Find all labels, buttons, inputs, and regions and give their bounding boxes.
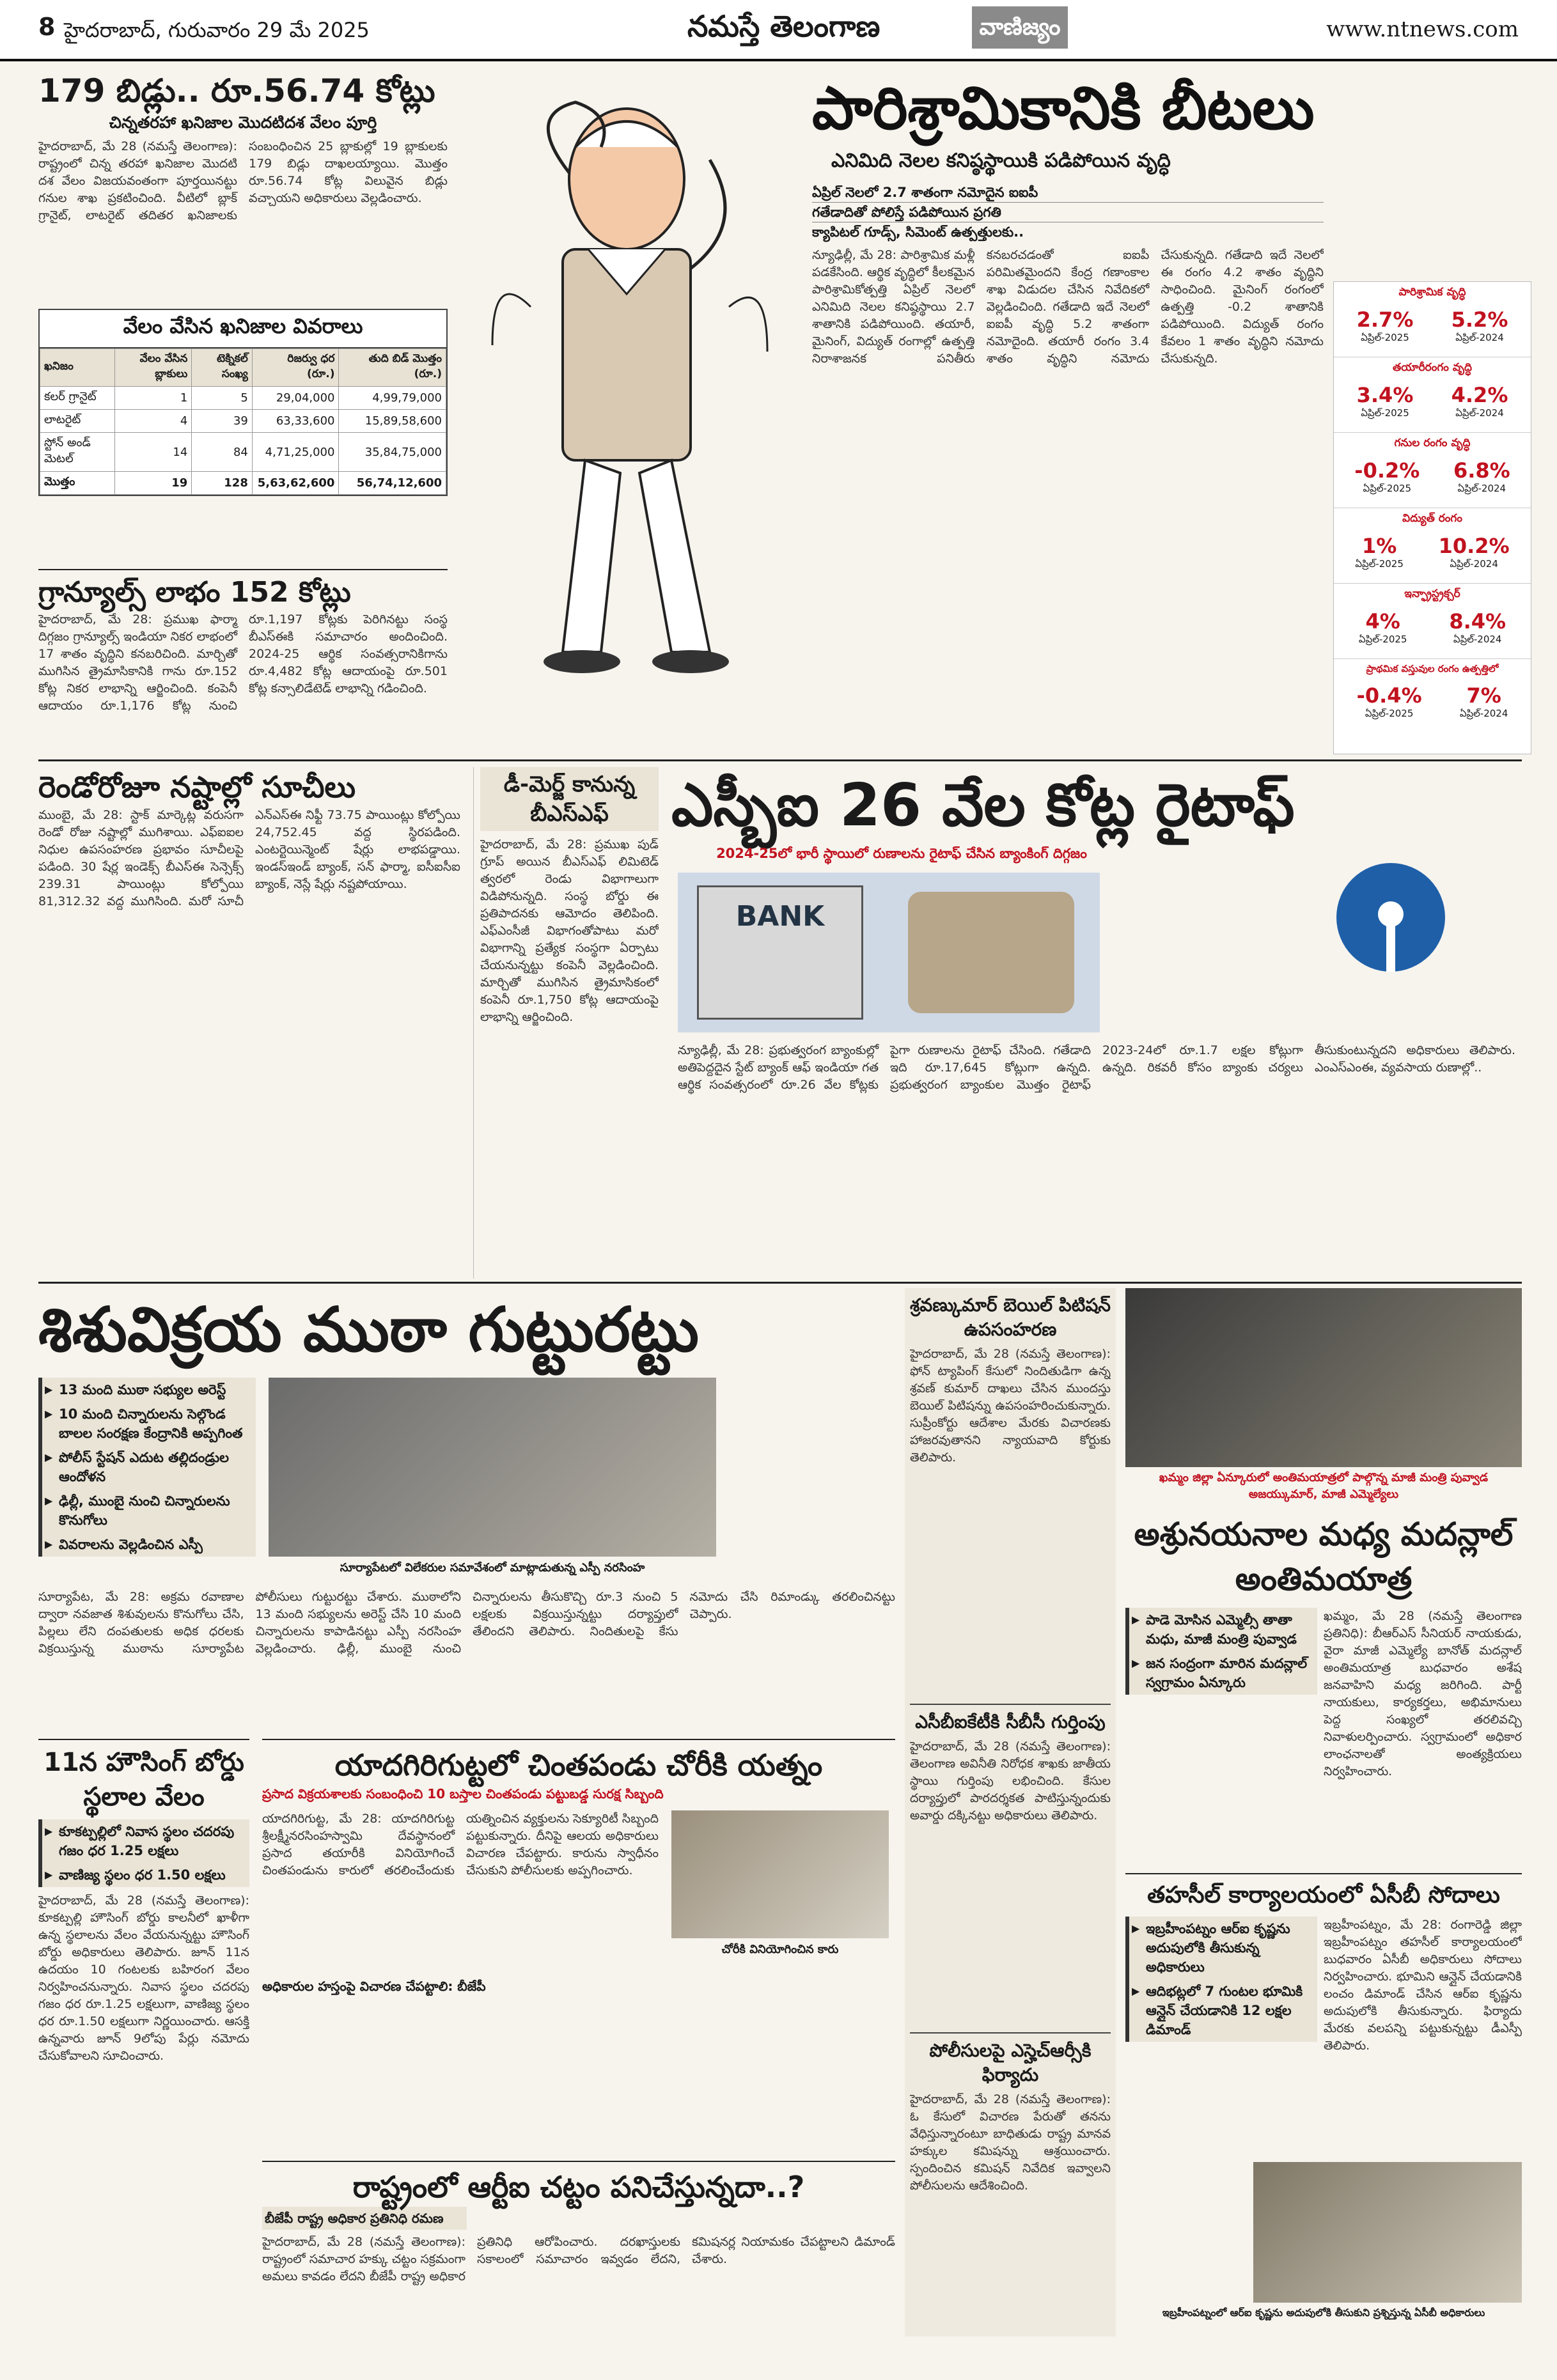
industry-bullet: గతేడాదితో పోలిస్తే పడిపోయిన ప్రగతి: [812, 203, 1324, 222]
acb-headline: ఎసీబీఐకేటీకి సీబీసీ గుర్తింపు: [910, 1704, 1111, 1734]
housing-body: హైదరాబాద్, మే 28 (నమస్తే తెలంగాణ): కూకట్పల్లి హౌసింగ్ బోర్డు కాలనీలో ఖాళీగా ఉన్న స్థలాలను వేలం వేయనున్నట్టు హౌసింగ్ బోర్డు అధికారులు తెలిపారు. జూన్ 11న ఉదయం 10 గంటలకు బహిరంగ వేలం నిర్వహించనున్నారు. నివాస స్థలం చదరపు గజం ధర రూ.1.25 లక్షలుగా, వాణిజ్య స్థలం ధర రూ.1.50 లక్షలుగా నిర్ణయించారు. ఆసక్తి ఉన్నవారు జూన్ 9లోపు పేర్లు నమోదు చేసుకోవాలని సూచించారు.: [38, 1894, 249, 2063]
paper-name: నమస్తే తెలంగాణ: [687, 9, 880, 43]
market-headline: రెండోరోజూ నష్టాల్లో సూచీలు: [38, 770, 356, 804]
stat-label: ఏప్రిల్-2025: [1361, 332, 1409, 343]
stat-label: ఏప్రిల్-2024: [1457, 483, 1506, 494]
bullet-item: ▶ జన సంద్రంగా మారిన మదన్లాల్ స్వగ్రామం ఏన్కూరు: [1129, 1651, 1317, 1695]
stat-label: ఏప్రిల్-2025: [1363, 483, 1412, 494]
bail-headline: శ్రవణ్కుమార్ బెయిల్ పిటిషన్ ఉపసంహరణ: [910, 1295, 1111, 1340]
table-header: వేలం వేసిన బ్లాకులు: [115, 349, 192, 387]
market-article: [38, 767, 460, 1279]
yadagiri-headline: యాదగిరిగుట్టలో చింతపండు చోరీకి యత్నం: [334, 1748, 823, 1782]
car-photo: [671, 1810, 889, 1938]
bullet-item: ▶ 10 మంది చిన్నారులను సెల్గొండ బాలల సంరక్షణ కేంద్రానికి అప్పగింత: [42, 1402, 256, 1445]
rti-body: హైదరాబాద్, మే 28 (నమస్తే తెలంగాణ): రాష్ట్రంలో సమాచార హక్కు చట్టం సక్రమంగా అమలు కావడం లేదని బీజేపీ రాష్ట్ర అధికార ప్రతినిధి ఆరోపించారు. దరఖాస్తులకు సకాలంలో సమాచారం ఇవ్వడం లేదని, కమిషనర్ల నియామకం చేపట్టాలని డిమాండ్ చేశారు.: [262, 2235, 895, 2283]
stat-label: ఏప్రిల్-2024: [1459, 708, 1508, 719]
stat-label: ఏప్రిల్-2024: [1455, 332, 1504, 343]
divider: [38, 1282, 1522, 1284]
demerger-article: [473, 767, 659, 1279]
page-number: 8: [38, 13, 56, 41]
funeral-photo-caption: ఖమ్మం జిల్లా ఏన్కూరులో అంతిమయాత్రలో పాల్గొన్న మాజీ మంత్రి పువ్వాడ అజయ్కుమార్, మాజీ ఎమ్మెల్యేలు: [1159, 1471, 1489, 1501]
demerger-headline: డీ-మెర్జ్ కానున్న బీఎస్ఎఫ్: [480, 767, 659, 831]
stat-name: పారిశ్రామిక వృద్ధి: [1398, 286, 1466, 299]
bail-article: [905, 1288, 1116, 2337]
stat-value-current: 1%: [1361, 534, 1397, 558]
trafficking-bullets: [38, 1378, 256, 1557]
bail-body: హైదరాబాద్, మే 28 (నమస్తే తెలంగాణ): ఫోన్ ట్యాపింగ్ కేసులో నిందితుడిగా ఉన్న శ్రవణ్ కుమార్ దాఖలు చేసిన ముందస్తు బెయిల్ పిటిషన్ను ఉపసంహరించుకున్నారు. సుప్రీంకోర్టు ఆదేశాల మేరకు విచారణకు హాజరవుతానని న్యాయవాది కోర్టుకు తెలిపారు.: [910, 1347, 1111, 1465]
sbi-caption: 2024-25లో భారీ స్థాయిలో రుణాలను రైటాఫ్ చేసిన బ్యాంకింగ్ దిగ్గజం: [716, 846, 1087, 861]
stat-label: ఏప్రిల్-2024: [1455, 407, 1504, 419]
trafficking-body: సూర్యాపేట, మే 28: అక్రమ రవాణాల ద్వారా నవజాత శిశువులను కొనుగోలు చేసి, పిల్లలు లేని దంపతులకు అధిక ధరలకు విక్రయిస్తున్న ముఠాను సూర్యాపేట పోలీసులు గుట్టురట్టు చేశారు. ముఠాలోని 13 మంది సభ్యులను అరెస్ట్ చేసి 10 మంది చిన్నారులను కాపాడినట్టు ఎస్పీ నరసింహ వెల్లడించారు. ఢిల్లీ, ముంబై నుంచి చిన్నారులను తీసుకొచ్చి రూ.3 నుంచి 5 లక్షలకు విక్రయిస్తున్నట్టు దర్యాప్తులో తేలిందని తెలిపారు. నిందితులపై కేసు నమోదు చేసి రిమాండ్కు తరలించినట్టు చెప్పారు.: [38, 1590, 895, 1656]
table-cell: కలర్ గ్రానైట్: [40, 387, 115, 410]
stat-value-previous: 4.2%: [1451, 383, 1508, 407]
bank-sign: BANK: [735, 900, 825, 933]
police-photo: [269, 1378, 716, 1557]
mining-subhead: చిన్నతరహా ఖనిజాల మొదటిదశ వేలం పూర్తి: [109, 113, 377, 132]
mining-table: [40, 348, 446, 495]
yadagiri-sub2: అధికారుల హస్తంపై విచారణ చేపట్టాలి: బీజేపీ: [262, 1979, 486, 1994]
stat-label: ఏప్రిల్-2024: [1453, 634, 1502, 645]
website-link[interactable]: www.ntnews.com: [1326, 17, 1519, 42]
stat-row: [1334, 508, 1531, 584]
acb-raid-bullets: [1125, 1917, 1317, 2042]
table-cell: 56,74,12,600: [339, 472, 446, 495]
trafficking-headline: శిశువిక్రయ ముఠా గుట్టురట్టు: [38, 1294, 699, 1365]
table-cell: 128: [192, 472, 253, 495]
stat-value-current: 4%: [1365, 609, 1400, 634]
masthead: [0, 0, 1557, 61]
bullet-item: ▶ కూకట్పల్లిలో నివాస స్థలం చదరపు గజం ధర 1.25 లక్షలు: [42, 1819, 249, 1863]
table-row: [40, 472, 446, 495]
mining-headline: 179 బిడ్లు.. రూ.56.74 కోట్లు: [38, 72, 435, 109]
bank-photo: [678, 873, 1100, 1032]
section-tab: వాణిజ్యం: [972, 6, 1068, 49]
table-cell: 5,63,62,600: [252, 472, 339, 495]
table-cell: 4: [115, 410, 192, 433]
yadagiri-sub2-block: [262, 1979, 895, 1998]
funeral-bullets: [1125, 1608, 1317, 1695]
stat-name: విద్యుత్ రంగం: [1402, 512, 1462, 525]
stat-name: గనుల రంగం వృద్ధి: [1394, 437, 1471, 449]
mining-table-box: [38, 309, 448, 496]
stat-row: [1334, 282, 1531, 357]
stat-label: ఏప్రిల్-2025: [1361, 407, 1409, 419]
housing-article: [38, 1739, 249, 2340]
industry-bullet: ఏప్రిల్ నెలలో 2.7 శాతంగా నమోదైన ఐఐపీ: [812, 183, 1324, 203]
stat-value-previous: 10.2%: [1438, 534, 1510, 558]
table-cell: 5: [192, 387, 253, 410]
table-header: తుది బిడ్ మొత్తం (రూ.): [339, 349, 446, 387]
stat-value-current: -0.2%: [1354, 458, 1420, 483]
stat-value-previous: 6.8%: [1453, 458, 1510, 483]
trafficking-article: [38, 1288, 895, 1729]
granules-article: [38, 569, 448, 754]
stat-label: ఏప్రిల్-2025: [1358, 634, 1407, 645]
acb-body: హైదరాబాద్, మే 28 (నమస్తే తెలంగాణ): తెలంగాణ అవినీతి నిరోధక శాఖకు జాతీయ స్థాయి గుర్తింపు లభించింది. కేసుల దర్యాప్తులో పారదర్శకత పాటిస్తున్నందుకు అవార్డు దక్కినట్టు అధికారులు తెలిపారు.: [910, 1739, 1111, 1823]
industry-bullet: క్యాపిటల్ గూడ్స్, సిమెంట్ ఉత్పత్తులకు..: [812, 224, 1024, 240]
housing-headline: 11న హౌసింగ్ బోర్డు స్థలాల వేలం: [43, 1748, 244, 1812]
acb-raid-photo-caption: ఇబ్రహీంపట్నంలో ఆర్ఐ కృష్ణను అదుపులోకి తీసుకుని ప్రశ్నిస్తున్న ఏసీబీ అధికారులు: [1162, 2306, 1485, 2319]
industry-bullets: [812, 183, 1324, 242]
stat-label: ఏప్రిల్-2025: [1365, 708, 1414, 719]
table-cell: స్టోన్ అండ్ మెటల్: [40, 433, 115, 472]
table-row: [40, 433, 446, 472]
table-cell: 15,89,58,600: [339, 410, 446, 433]
police-body: హైదరాబాద్, మే 28 (నమస్తే తెలంగాణ): ఓ కేసులో విచారణ పేరుతో తనను వేధిస్తున్నారంటూ బాధితుడు రాష్ట్ర మానవ హక్కుల కమిషన్ను ఆశ్రయించారు. స్పందించిన కమిషన్ నివేదిక ఇవ్వాలని పోలీసులను ఆదేశించింది.: [910, 2092, 1111, 2193]
table-cell: 39: [192, 410, 253, 433]
sbi-body: న్యూఢిల్లీ, మే 28: ప్రభుత్వరంగ బ్యాంకుల్లో అతిపెద్దదైన స్టేట్ బ్యాంక్ ఆఫ్ ఇండియా గత ఆర్థిక సంవత్సరంలో రూ.26 వేల కోట్లకు పైగా రుణాలను రైటాఫ్ చేసింది. గతేడాది ఇది రూ.17,645 కోట్లుగా ఉన్నది. ప్రభుత్వరంగ బ్యాంకుల మొత్తం రైటాఫ్ 2023-24లో రూ.1.7 లక్షల కోట్లుగా ఉన్నది. రికవరీ కోసం బ్యాంకు చర్యలు తీసుకుంటున్నదని అధికారులు తెలిపారు. ఎంఎస్ఎంఈ, వ్యవసాయ రుణాల్లో..: [678, 1043, 1515, 1092]
stat-name: తయారీరంగం వృద్ధి: [1393, 361, 1472, 374]
stat-value-previous: 8.4%: [1449, 609, 1506, 634]
table-cell: 35,84,75,000: [339, 433, 446, 472]
stat-row: [1334, 659, 1531, 735]
stat-value-previous: 7%: [1466, 683, 1501, 708]
police-headline: పోలీసులపై ఎస్హెచ్ఆర్సీకి ఫిర్యాదు: [910, 2032, 1111, 2087]
housing-bullets: [38, 1819, 249, 1887]
bullet-item: ▶ వాణిజ్య స్థలం ధర 1.50 లక్షలు: [42, 1863, 249, 1887]
stat-label: ఏప్రిల్-2024: [1450, 558, 1498, 570]
table-cell: 1: [115, 387, 192, 410]
acb-raid-photo: [1253, 2162, 1522, 2303]
bullet-item: ▶ 13 మంది ముఠా సభ్యుల అరెస్ట్: [42, 1378, 256, 1402]
yadagiri-article: [262, 1739, 895, 1975]
granules-body: హైదరాబాద్, మే 28: ప్రముఖ ఫార్మా దిగ్గజం గ్రాన్యూల్స్ ఇండియా నికర లాభంలో 17 శాతం వృద్ధిని కనబరిచింది. మార్చితో ముగిసిన త్రైమాసికానికి గాను రూ.152 కోట్ల నికర లాభాన్ని ఆర్జించింది. కంపెనీ ఆదాయం రూ.1,176 కోట్ల నుంచి రూ.1,197 కోట్లకు పెరిగినట్టు సంస్థ బీఎస్ఈకి సమాచారం అందించింది. 2024-25 ఆర్థిక సంవత్సరానికిగాను రూ.4,482 కోట్ల ఆదాయంపై రూ.501 కోట్ల కన్సాలిడేటెడ్ లాభాన్ని గడించింది.: [38, 612, 448, 713]
table-cell: 4,99,79,000: [339, 387, 446, 410]
stat-name: ప్రాథమిక వస్తువుల రంగం ఉత్పత్తిలో: [1366, 663, 1499, 674]
bullet-item: ▶ పాడె మోసిన ఎమ్మెల్సీ తాతా మధు, మాజీ మంత్రి పువ్వాడ: [1129, 1608, 1317, 1651]
police-photo-caption: సూర్యాపేటలో విలేకరుల సమావేశంలో మాట్లాడుతున్న ఎస్పీ నరసింహ: [340, 1561, 645, 1575]
table-header: టెక్నికల్ సంఖ్య: [192, 349, 253, 387]
table-cell: లాటరైట్: [40, 410, 115, 433]
divider: [38, 759, 1522, 761]
sbi-article: [671, 767, 1522, 1279]
stat-value-current: 2.7%: [1356, 307, 1414, 332]
table-cell: 4,71,25,000: [252, 433, 339, 472]
industry-subhead: ఎనిమిది నెలల కనిష్ఠస్థాయికి పడిపోయిన వృద్ధి: [831, 150, 1171, 172]
granules-headline: గ్రాన్యూల్స్ లాభం 152 కోట్లు: [38, 576, 351, 609]
stat-value-current: 3.4%: [1356, 383, 1414, 407]
stat-row: [1334, 584, 1531, 659]
table-row: [40, 410, 446, 433]
stats-panel: [1333, 281, 1531, 754]
bullet-item: ▶ ఢిల్లీ, ముంబై నుంచి చిన్నారులను కొనుగోలు: [42, 1489, 256, 1532]
stat-value-previous: 5.2%: [1451, 307, 1508, 332]
bullet-item: ▶ పోలీస్ స్టేషన్ ఎదుట తల్లిదండ్రుల ఆందోళన: [42, 1445, 256, 1489]
date-line: హైదరాబాద్, గురువారం 29 మే 2025: [64, 18, 370, 42]
stat-label: ఏప్రిల్-2025: [1355, 558, 1404, 570]
bullet-item: ▶ వివరాలను వెల్లడించిన ఎస్పీ: [42, 1532, 256, 1557]
demerger-body: హైదరాబాద్, మే 28: ప్రముఖ పుడ్ గ్రూప్ అయిన బీఎస్ఎఫ్ లిమిటెడ్ త్వరలో రెండు విభాగాలుగా విడిపోనున్నది. సంస్థ బోర్డు ఈ ప్రతిపాదనకు ఆమోదం తెలిపింది. ఎఫ్ఎంసీజీ విభాగంతోపాటు మరో విభాగాన్ని ప్రత్యేక సంస్థగా ఏర్పాటు చేయనున్నట్టు కంపెనీ వెల్లడించింది. మార్చితో ముగిసిన త్రైమాసికంలో కంపెనీ రూ.1,750 కోట్ల ఆదాయంపై లాభాన్ని ఆర్జించింది.: [480, 837, 659, 1024]
table-header: రిజర్వు ధర (రూ.): [252, 349, 339, 387]
cartoon: [467, 77, 799, 748]
table-row: [40, 387, 446, 410]
table-cell: 84: [192, 433, 253, 472]
bullet-item: ▶ ఆదిభట్లలో 7 గుంటల భూమికి ఆన్లైన్ చేయడానికి 12 లక్షల డిమాండ్: [1129, 1979, 1317, 2042]
car-photo-caption: చోరీకి వినియోగించిన కారు: [721, 1943, 839, 1956]
market-body: ముంబై, మే 28: స్టాక్ మార్కెట్ల వరుసగా రెండో రోజు నష్టాల్లో ముగిశాయి. ఎఫ్ఐఐల నిధుల ఉపసంహరణ ప్రభావం సూచీలపై పడింది. 30 షేర్ల ఇండెక్స్ బీఎస్ఈ సెన్సెక్స్ 239.31 పాయింట్లు కోల్పోయి 81,312.32 వద్ద ముగిసింది. మరో సూచీ ఎన్ఎస్ఈ నిఫ్టీ 73.75 పాయింట్లు కోల్పోయి 24,752.45 వద్ద స్థిరపడింది. ఎంటర్టెయిన్మెంట్ షేర్లు లాభపడ్డాయి. ఇండస్ఇండ్ బ్యాంక్, సన్ ఫార్మా, ఐసీఐసీఐ బ్యాంక్, నెస్లే షేర్లు నష్టపోయాయి.: [38, 808, 460, 908]
rti-article: [262, 2161, 895, 2340]
rti-headline: రాష్ట్రంలో ఆర్టీఐ చట్టం పనిచేస్తున్నదా..?: [352, 2170, 805, 2204]
table-cell: 14: [115, 433, 192, 472]
yadagiri-body: యాదగిరిగుట్ట, మే 28: యాదగిరిగుట్ట శ్రీలక్ష్మీనరసింహస్వామి దేవస్థానంలో ప్రసాద తయారీకి వినియోగించే చింతపండును కారులో తరలించేందుకు యత్నించిన వ్యక్తులను సెక్యూరిటీ సిబ్బంది పట్టుకున్నారు. దీనిపై ఆలయ అధికారులు విచారణ చేపట్టారు. కారును స్వాధీనం చేసుకుని పోలీసులకు అప్పగించారు.: [262, 1812, 659, 1878]
industry-headline: పారిశ్రామికానికి బీటలు: [812, 74, 1315, 143]
stat-row: [1334, 357, 1531, 433]
funeral-headline: అశ్రునయనాల మధ్య మదన్లాల్ అంతిమయాత్ర: [1134, 1516, 1514, 1598]
funeral-photo: [1125, 1288, 1522, 1467]
stat-row: [1334, 433, 1531, 508]
acb-raid-article: [1125, 1873, 1522, 2340]
stat-name: ఇన్ఫ్రాస్ట్రక్చర్: [1404, 587, 1460, 600]
rti-subhead: బీజేపీ రాష్ట్ర అధికార ప్రతినిధి రమణ: [262, 2207, 467, 2230]
acb-raid-body: ఇబ్రహీంపట్నం, మే 28: రంగారెడ్డి జిల్లా ఇబ్రహీంపట్నం తహసీల్ కార్యాలయంలో బుధవారం ఏసీబీ అధికారులు సోదాలు నిర్వహించారు. భూమిని ఆన్లైన్ చేయడానికి లంచం డిమాండ్ చేసిన ఆర్ఐ కృష్ణను అదుపులోకి తీసుకున్నారు. ఫిర్యాదు మేరకు వలపన్ని పట్టుకున్నట్టు డీఎస్పీ తెలిపారు.: [1324, 1918, 1522, 2053]
mining-article: [38, 70, 448, 563]
mining-body: హైదరాబాద్, మే 28 (నమస్తే తెలంగాణ): రాష్ట్రంలో చిన్న తరహా ఖనిజాల మొదటి దశ వేలం విజయవంతంగా పూర్తయినట్టు గనుల శాఖ ప్రకటించింది. వీటిలో బ్లాక్ గ్రానైట్, లాటరైట్ తదితర ఖనిజాలకు సంబంధించిన 25 బ్లాకుల్లో 19 బ్లాకులకు 179 బిడ్లు దాఖలయ్యాయి. మొత్తం రూ.56.74 కోట్ల విలువైన బిడ్లు వచ్చాయని అధికారులు వెల్లడించారు.: [38, 139, 448, 222]
sbi-logo-icon: [1336, 863, 1445, 972]
yadagiri-subhead: ప్రసాద విక్రయశాలకు సంబంధించి 10 బస్తాల చింతపండు పట్టుబడ్డ సురక్ష సిబ్బంది: [262, 1786, 664, 1801]
bullet-item: ▶ ఇబ్రహీంపట్నం ఆర్ఐ కృష్ణను అదుపులోకి తీసుకున్న అధికారులు: [1129, 1917, 1317, 1979]
table-cell: 19: [115, 472, 192, 495]
acb-raid-headline: తహసీల్ కార్యాలయంలో ఏసీబీ సోదాలు: [1147, 1882, 1500, 1908]
funeral-article: [1125, 1288, 1522, 1857]
funeral-body: ఖమ్మం, మే 28 (నమస్తే తెలంగాణ ప్రతినిధి): బీఆర్ఎస్ సీనియర్ నాయకుడు, వైరా మాజీ ఎమ్మెల్యే బానోత్ మదన్లాల్ అంతిమయాత్ర బుధవారం అశేష జనవాహిని మధ్య జరిగింది. పార్టీ నాయకులు, కార్యకర్తలు, అభిమానులు పెద్ద సంఖ్యలో తరలివచ్చి నివాళులర్పించారు. స్వగ్రామంలో అధికార లాంఛనాలతో అంత్యక్రియలు నిర్వహించారు.: [1324, 1609, 1522, 1778]
cartoon-figure-icon: [467, 77, 799, 748]
table-header: ఖనిజం: [40, 349, 115, 387]
table-cell: మొత్తం: [40, 472, 115, 495]
table-cell: 29,04,000: [252, 387, 339, 410]
industry-body: న్యూఢిల్లీ, మే 28: పారిశ్రామిక మళ్లీ పడకేసింది. ఆర్థిక వృద్ధిలో కీలకమైన పారిశ్రామికోత్పత్తి ఏప్రిల్ నెలలో ఎనిమిది నెలల కనిష్ఠస్థాయి 2.7 శాతానికి పడిపోయింది. తయారీ, మైనింగ్, విద్యుత్ రంగాల్లో ఉత్పత్తి నిరాశాజనక పనితీరు కనబరచడంతో ఐఐపీ పరిమితమైందని కేంద్ర గణాంకాల శాఖ విడుదల చేసిన నివేదికలో వెల్లడించింది. గతేడాది ఇదే నెలలో ఐఐపీ వృద్ధి 5.2 శాతంగా నమోదైంది. తయారీ రంగం 3.4 శాతం వృద్ధిని నమోదు చేసుకున్నది. గతేడాది ఇదే నెలలో ఈ రంగం 4.2 శాతం వృద్ధిని సాధించింది. మైనింగ్ రంగంలో ఉత్పత్తి -0.2 శాతానికి పడిపోయింది. విద్యుత్ రంగం కేవలం 1 శాతం వృద్ధిని నమోదు చేసుకున్నది.: [812, 248, 1324, 366]
table-cell: 63,33,600: [252, 410, 339, 433]
stat-value-current: -0.4%: [1356, 683, 1422, 708]
sbi-headline: ఎస్బీఐ 26 వేల కోట్ల రైటాఫ్: [671, 771, 1295, 839]
mining-table-title: వేలం వేసిన ఖనిజాల వివరాలు: [40, 310, 446, 348]
